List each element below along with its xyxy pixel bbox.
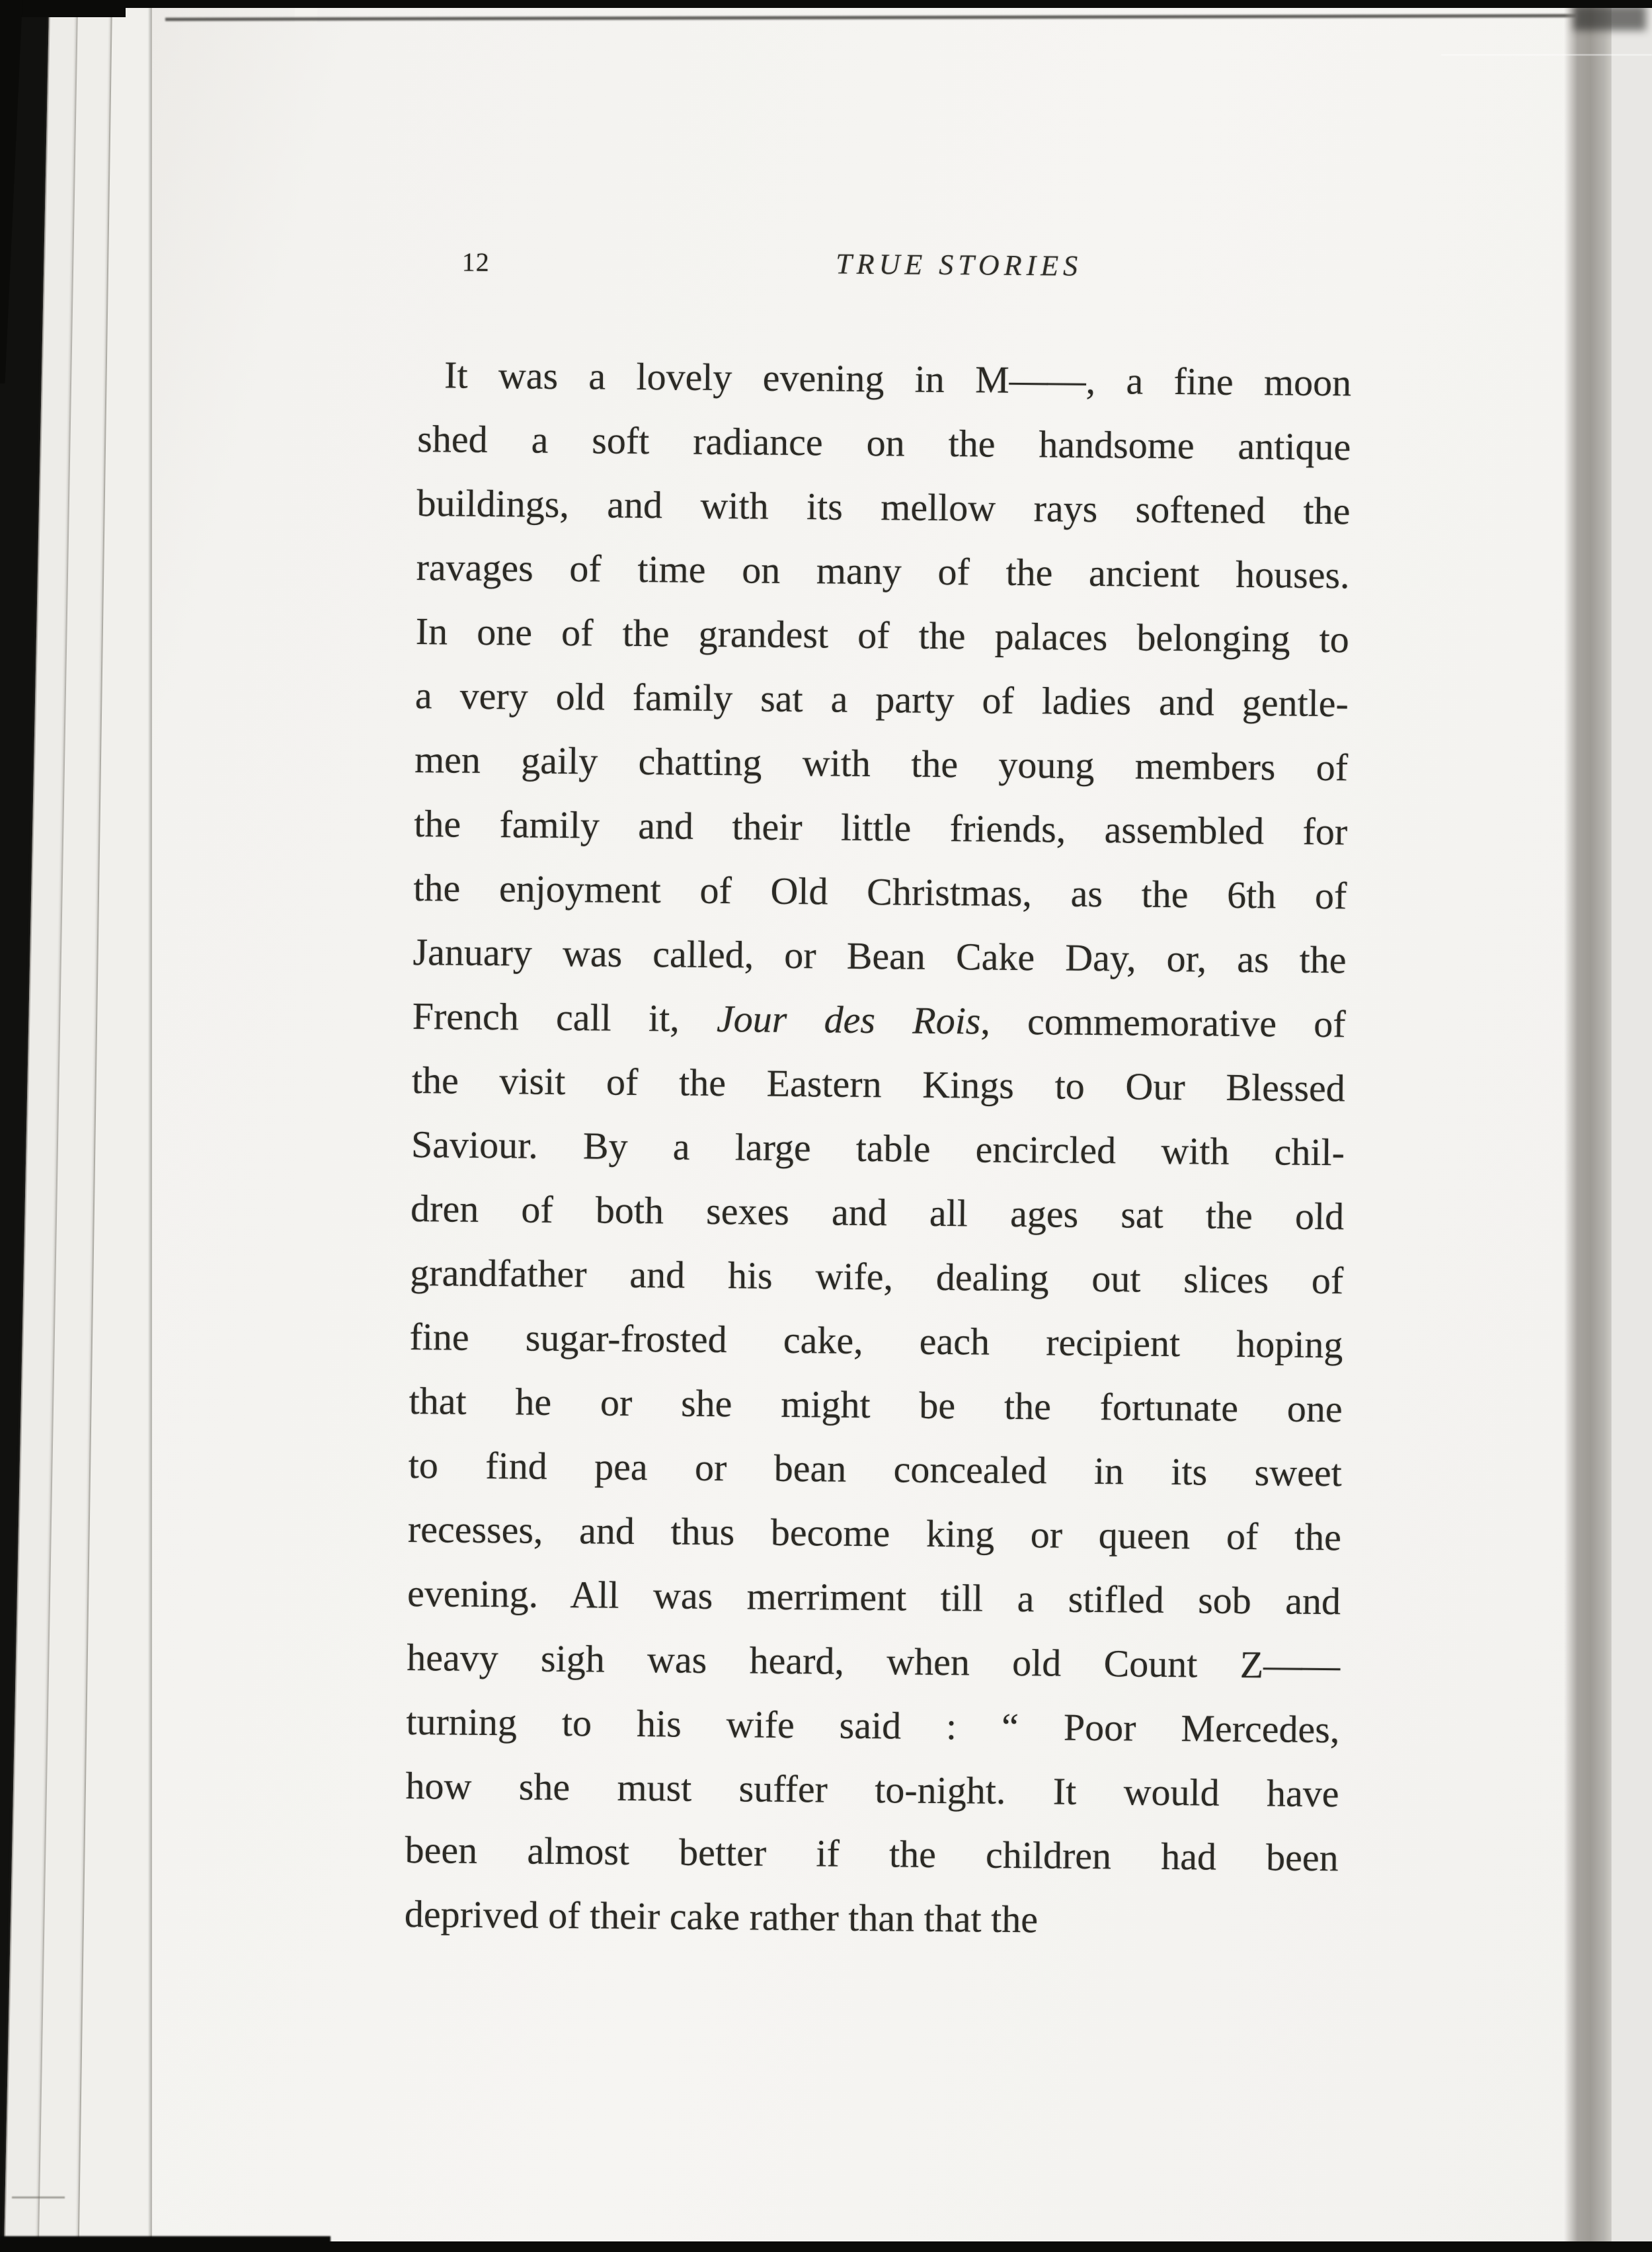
page-edge-shadow (1564, 0, 1612, 2252)
text-segment: It was a lovely evening in M——, a fine moon (444, 353, 1352, 405)
book-page (151, 4, 1614, 2247)
text-line (409, 1305, 1343, 1377)
text-segment: In one of the grandest of the palaces belonging to (415, 610, 1350, 661)
page-number: 12 (461, 247, 490, 277)
paragraph (404, 342, 1351, 1954)
scanner-top-strip (0, 0, 1652, 8)
text-segment: the enjoyment of Old Christmas, as the 6th of (413, 866, 1347, 918)
text-line (415, 599, 1349, 671)
text-segment: dren of both sexes and all ages sat the old (410, 1186, 1345, 1238)
text-line (415, 663, 1349, 735)
text-segment: buildings, and with its mellow rays softened the (416, 481, 1351, 533)
scan-scratch-line (1441, 54, 1652, 56)
text-segment: men gaily chatting with the young members of (414, 738, 1349, 789)
page-edge-shadow-top (1573, 5, 1646, 30)
text-segment: grandfather and his wife, dealing out slices of (410, 1250, 1344, 1303)
text-line (411, 1176, 1345, 1248)
text-line (409, 1369, 1343, 1441)
text-segment: to find pea or bean concealed in its sweet (408, 1443, 1343, 1495)
text-segment: French call it, (412, 994, 717, 1041)
text-segment: January was called, or Bean Cake Day, or, as the (413, 930, 1347, 982)
text-segment: , commemorative of (980, 999, 1346, 1046)
text-line (412, 984, 1346, 1056)
scanner-bottom-strip (0, 2241, 1652, 2252)
text-line (405, 1753, 1339, 1826)
text-segment: evening. All was merriment till a stifled sob and (407, 1571, 1341, 1623)
text-segment: turning to his wife said : “ Poor Mercedes, (406, 1699, 1340, 1751)
text-line (417, 407, 1351, 479)
text-line (413, 856, 1347, 928)
text-segment: been almost better if the children had been (405, 1828, 1339, 1880)
text-segment: how she must suffer to-night. It would have (405, 1763, 1339, 1816)
text-segment: ravages of time on many of the ancient houses. (416, 545, 1350, 597)
text-segment: that he or she might be the fortunate one (409, 1379, 1343, 1431)
text-segment: Saviour. By a large table encircled with chil- (411, 1122, 1345, 1174)
text-line (407, 1625, 1341, 1697)
text-line (416, 535, 1350, 607)
adjacent-page-strip (1612, 0, 1652, 2252)
text-line (418, 342, 1352, 415)
text-segment: recesses, and thus become king or queen of the (407, 1507, 1342, 1559)
italic-phrase: Jour des Rois (716, 997, 981, 1043)
text-line (416, 471, 1351, 543)
text-line (408, 1497, 1342, 1569)
page-content (141, 2, 1624, 2252)
running-title: TRUE STORIES (836, 247, 1083, 282)
text-line (407, 1561, 1341, 1633)
text-line (414, 727, 1349, 799)
text-line (411, 1112, 1345, 1184)
text-segment: deprived of their cake rather than that the (404, 1892, 1039, 1941)
text-segment: the family and their little friends, assembled for (413, 802, 1348, 854)
text-line (408, 1433, 1342, 1505)
text-line (406, 1689, 1340, 1761)
scanner-left-strip (0, 0, 22, 383)
text-line (413, 920, 1347, 992)
text-line (410, 1240, 1344, 1312)
text-line (404, 1882, 1338, 1954)
text-segment: a very old family sat a party of ladies and gentle- (414, 674, 1349, 725)
text-line (405, 1818, 1339, 1890)
text-segment: fine sugar-frosted cake, each recipient hoping (409, 1314, 1343, 1367)
text-segment: shed a soft radiance on the handsome antique (417, 417, 1351, 469)
page-corner-line (12, 2196, 65, 2198)
text-line (414, 791, 1348, 864)
text-line (411, 1048, 1345, 1120)
text-segment: the visit of the Eastern Kings to Our Blessed (411, 1058, 1346, 1110)
text-segment: heavy sigh was heard, when old Count Z—— (406, 1635, 1341, 1687)
